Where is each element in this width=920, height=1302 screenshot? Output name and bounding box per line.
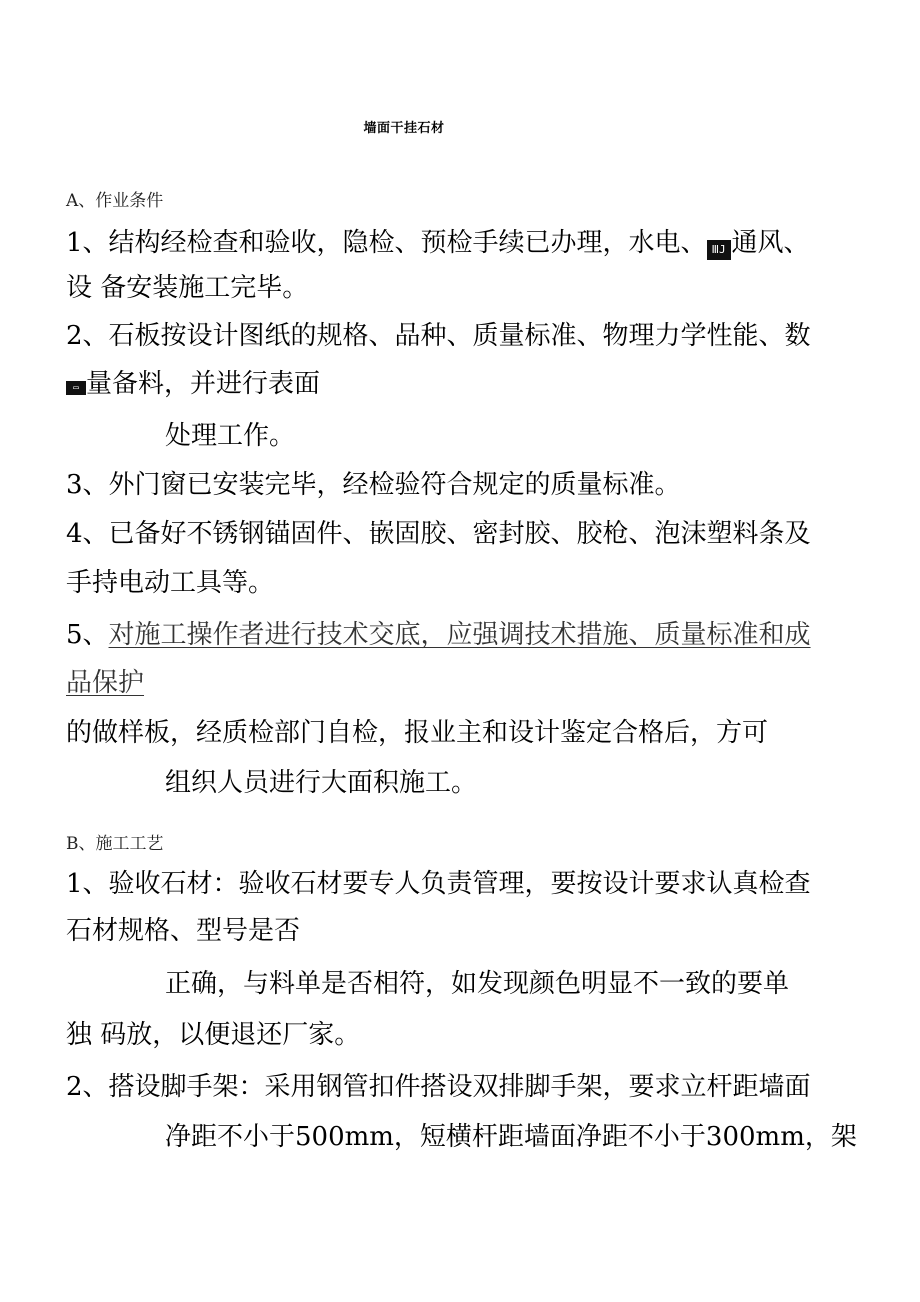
b-item1-line1: 1、验收石材：验收石材要专人负责管理，要按设计要求认真检查 (66, 869, 811, 899)
a-item1-text-part2: 通风、 (731, 228, 810, 258)
a-item1-line1 (66, 227, 810, 260)
a-item5-number: 5、 (66, 620, 109, 650)
b-item2-line1: 2、搭设脚手架：采用钢管扣件搭设双排脚手架，要求立杆距墙面 (66, 1072, 811, 1102)
b-item1-line2: 石材规格、型号是否 (66, 916, 301, 946)
a-item5-underlined-text: 对施工操作者进行技术交底，应强调技术措施、质量标准和成 (108, 620, 811, 650)
a-item2-line3: 处理工作。 (165, 421, 296, 451)
a-item5-line1 (66, 619, 811, 651)
a-item2-text: 量备料，并进行表面 (86, 369, 321, 399)
section-a-heading: A、作业条件 (66, 191, 164, 211)
a-item4-line2: 手持电动工具等。 (66, 568, 275, 598)
a-item4-line1: 4、已备好不锈钢锚固件、嵌固胶、密封胶、胶枪、泡沫塑料条及 (66, 519, 811, 549)
b-item1-line4: 独 码放，以便退还厂家。 (66, 1020, 361, 1050)
section-b-heading: B、施工工艺 (66, 834, 164, 854)
a-item1-text-part1: 1、结构经检查和验收，隐检、预检手续已办理，水电、 (66, 228, 707, 258)
garbled-glyph-icon: ⅢJ (707, 240, 731, 260)
a-item2-line2 (66, 368, 320, 400)
a-item2-line1: 2、石板按设计图纸的规格、品种、质量标准、物理力学性能、数 (66, 321, 811, 351)
a-item5-line3: 的做样板，经质检部门自检，报业主和设计鉴定合格后，方可 (66, 718, 769, 748)
garbled-glyph-small-icon: ▭ (66, 381, 86, 395)
a-item1-line2: 设 备安装施工完毕。 (66, 273, 309, 303)
b-item2-line2: 净距不小于500mm，短横杆距墙面净距不小于300mm，架 (165, 1122, 857, 1152)
document-title: 墙面干挂石材 (363, 121, 445, 136)
a-item3: 3、外门窗已安装完毕，经检验符合规定的质量标准。 (66, 470, 681, 500)
a-item5-line2: 品保护 (66, 668, 145, 698)
a-item5-line4: 组织人员进行大面积施工。 (165, 768, 478, 798)
b-item1-line3: 正确，与料单是否相符，如发现颜色明显不一致的要单 (165, 969, 790, 999)
